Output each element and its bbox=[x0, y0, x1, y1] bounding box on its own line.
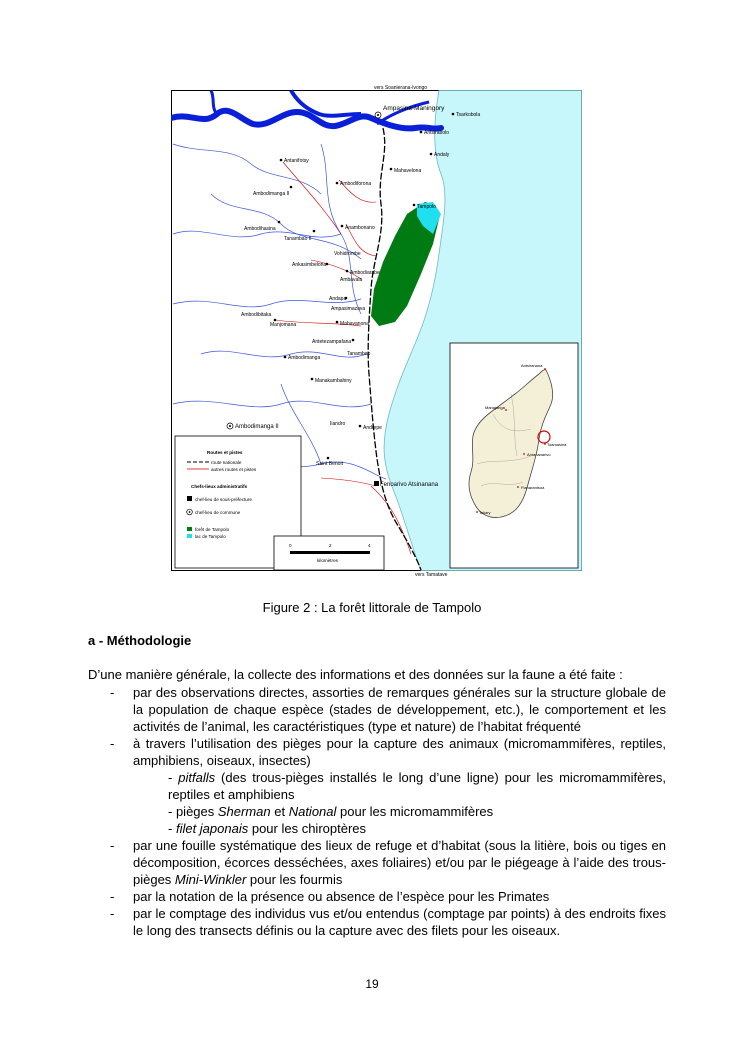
label-antanifotsy: Antanifotsy bbox=[284, 158, 309, 164]
sub-item: - pitfalls (des trous-pièges installés le long d’une ligne) pour les micromammifères, reptiles et amphibiens bbox=[168, 770, 666, 802]
section-title: a - Méthodologie bbox=[88, 633, 192, 648]
inset-map bbox=[450, 343, 578, 568]
label-bottom-route: vers Tamatave bbox=[415, 572, 448, 578]
sub-item: - pièges Sherman et National pour les micromammifères bbox=[168, 804, 494, 819]
tampolo-map bbox=[171, 84, 583, 578]
label-antetezampafana: Antetezampafana bbox=[312, 339, 352, 345]
label-iiandro: Iiandro bbox=[330, 421, 346, 427]
figure-caption: Figure 2 : La forêt littorale de Tampolo bbox=[262, 600, 482, 615]
sub-item: - filet japonais pour les chiroptères bbox=[168, 821, 367, 836]
label-top-route: vers Soanierana-Ivongo bbox=[374, 85, 428, 91]
inset-label-fianarantsoa: Fianarantsoa bbox=[521, 485, 545, 490]
inset-label-toliary: Toliary bbox=[479, 510, 491, 515]
svg-text:2: 2 bbox=[329, 543, 332, 548]
label-ambodibitaka: Ambodibitaka bbox=[241, 312, 272, 318]
label-ambodimanga-ii-n: Ambodimanga II bbox=[253, 191, 290, 197]
label-ampasimazava: Ampasimazava bbox=[331, 306, 366, 312]
label-fenoarivo: Fenoarivo Atsinanana bbox=[380, 482, 439, 488]
label-manakambahiny: Manakambahiny bbox=[315, 378, 352, 384]
legend-title-chefs: Chefs-lieux administratifs bbox=[191, 484, 248, 489]
label-vohidrombe: Vohidrombe bbox=[334, 251, 361, 257]
inset-label-toamasina: Toamasina bbox=[547, 442, 567, 447]
label-ambodiarabe: Ambodiarabe bbox=[350, 270, 380, 276]
label-mahavanona: Mahavanona bbox=[340, 321, 369, 327]
label-andrepe: Andrepe bbox=[363, 425, 382, 431]
label-ankasimbelona: Ankasimbelona bbox=[292, 262, 327, 268]
label-andapa: Andapa bbox=[329, 296, 347, 302]
label-ambavala: Ambavala bbox=[340, 277, 363, 283]
legend-foret: forêt de Tampolo bbox=[195, 527, 230, 532]
label-ambodimanga: Ambodimanga bbox=[288, 355, 321, 361]
legend-title-routes: Routes et pistes bbox=[207, 450, 243, 455]
page-number: 19 bbox=[365, 977, 379, 991]
list-item: - à travers l’utilisation des pièges pour la capture des animaux (micromammifères, reptiles, amphibiens, oiseaux, insectes) bbox=[110, 736, 666, 768]
label-ampasina: Ampasina-Maningory bbox=[383, 105, 445, 112]
label-ambodihasina: Ambodihasina bbox=[244, 226, 276, 232]
label-saint-benoit: Saint Benoit bbox=[316, 461, 343, 467]
legend-autres-routes: autres routes et pistes bbox=[211, 467, 257, 472]
inset-label-antsiranana: Antsiranana bbox=[521, 363, 543, 368]
label-tampolo: Tampolo bbox=[417, 204, 436, 210]
svg-text:4: 4 bbox=[368, 543, 371, 548]
scale-unit: kilomètres bbox=[317, 558, 338, 563]
legend-route-nationale: route nationale bbox=[211, 460, 242, 465]
label-anambonano: Anambonano bbox=[345, 225, 375, 231]
legend-chef-sous-prefecture: chef-lieu de sous-préfecture bbox=[195, 497, 252, 502]
inset-label-antananarivo: Antananarivo bbox=[527, 452, 551, 457]
label-andaly: Andaly bbox=[434, 152, 450, 158]
legend-chef-commune: chef-lieu de commune bbox=[195, 510, 241, 515]
list-item: - par une fouille systématique des lieux de refuge et d’habitat (sous la litière, bois ou tiges en décomposition, écorces desséchées, axes foliaires) et/ou par le piégeage à l’aide des trous-pièges Mini-Winkler pour les fourmis bbox=[110, 838, 666, 887]
inset-label-mahajanga: Mahajanga bbox=[485, 405, 505, 410]
label-antsirabolo: Antsirabolo bbox=[424, 130, 450, 136]
method-list bbox=[88, 684, 666, 939]
list-item: - par des observations directes, assorties de remarques générales sur la structure globale de la population de chaque espèce (stades de développement, etc.), le comportement et les activités de l’animal, les caractéristiques (type et nature) de l’habitat fréquenté bbox=[110, 685, 666, 734]
legend-lac: lac de Tampolo bbox=[195, 534, 226, 539]
list-item: - par la notation de la présence ou absence de l’espèce pour les Primates bbox=[110, 889, 550, 904]
label-mahavelona: Mahavelona bbox=[394, 168, 422, 174]
label-tsarkobola: Tsarkobola bbox=[456, 112, 481, 118]
intro-paragraph: D’une manière générale, la collecte des informations et des données sur la faune a été faite : bbox=[88, 667, 623, 682]
label-tanambao2: Tanambao bbox=[347, 351, 371, 357]
label-manjomana: Manjomana bbox=[270, 322, 297, 328]
label-tanambao: Tanambao II bbox=[284, 236, 312, 242]
svg-text:0: 0 bbox=[289, 543, 292, 548]
label-ambodimanga-ii-s: Ambodimanga II bbox=[235, 424, 279, 430]
scale-bar bbox=[274, 536, 384, 570]
list-item: - par le comptage des individus vus et/ou entendus (comptage par points) à des endroits fixes le long des transects définis ou la capture avec des filets pour les oiseaux. bbox=[110, 906, 666, 938]
label-ambodiforona: Ambodiforona bbox=[340, 181, 372, 187]
